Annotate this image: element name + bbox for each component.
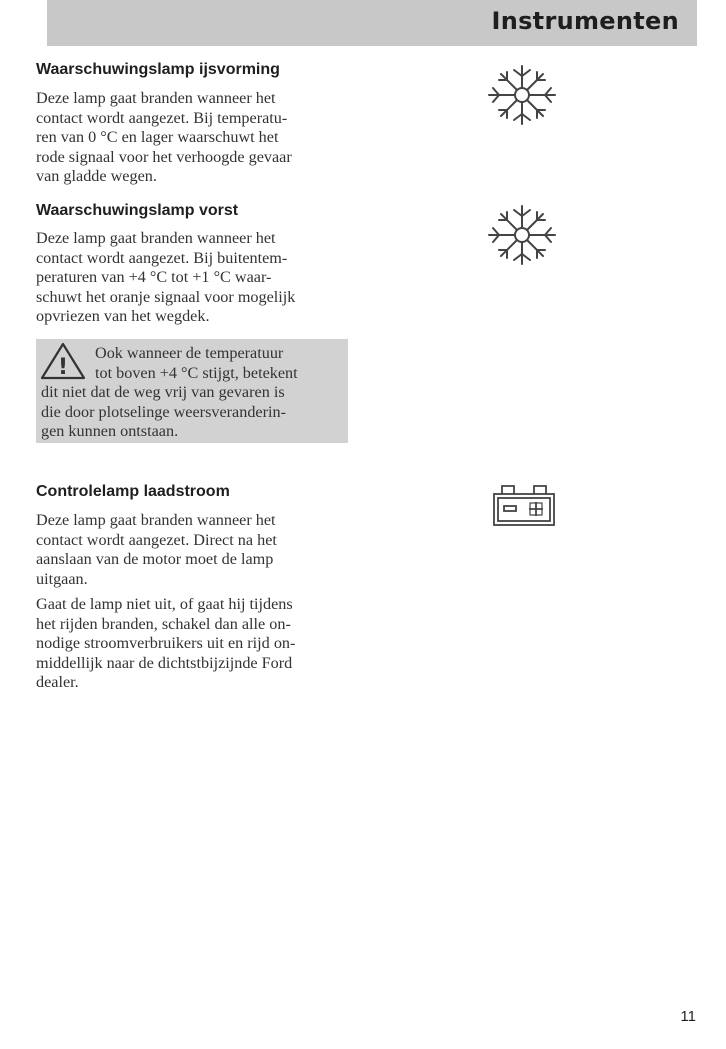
- warning-line-1: Ook wanneer de temperatuur: [95, 344, 284, 362]
- page-title: Instrumenten: [491, 7, 679, 35]
- warning-line-2: tot boven +4 °C stijgt, betekent: [95, 363, 298, 382]
- snowflake-icon: [481, 200, 563, 270]
- warning-text: [41, 344, 347, 442]
- svg-text:!: !: [57, 355, 69, 380]
- header-bar: [47, 0, 697, 46]
- warning-rest: dit niet dat de weg vrij van gevaren is die door plotselinge weersveranderin- gen kunnen ontstaan.: [41, 383, 286, 441]
- snowflake-icon: [481, 60, 563, 130]
- battery-icon: [491, 482, 557, 528]
- warning-box: [36, 339, 348, 443]
- paragraph-charge-2: Gaat de lamp niet uit, of gaat hij tijdens het rijden branden, schakel dan alle on- nodige stroomverbruikers uit en rijd on- middellijk naar de dichtstbijzijnde Ford dealer.: [36, 595, 296, 692]
- heading-frost-warning: Waarschuwingslamp vorst: [36, 202, 239, 219]
- paragraph-ice-warning: Deze lamp gaat branden wanneer het contact wordt aangezet. Bij temperatu- ren van 0 °C en lager waarschuwt het rode signaal voor het verhoogde gevaar van gladde wegen.: [36, 89, 292, 186]
- page-number: 11: [680, 1008, 696, 1025]
- paragraph-charge-1: Deze lamp gaat branden wanneer het contact wordt aangezet. Direct na het aanslaan van de motor moet de lamp uitgaan.: [36, 511, 277, 588]
- heading-ice-warning: Waarschuwingslamp ijsvorming: [36, 61, 280, 78]
- paragraph-frost-warning: Deze lamp gaat branden wanneer het contact wordt aangezet. Bij buitentem- peraturen van +4 °C tot +1 °C waar- schuwt het oranje signaal voor mogelijk opvriezen van het wegdek.: [36, 229, 296, 326]
- heading-charge-warning: Controlelamp laadstroom: [36, 483, 230, 500]
